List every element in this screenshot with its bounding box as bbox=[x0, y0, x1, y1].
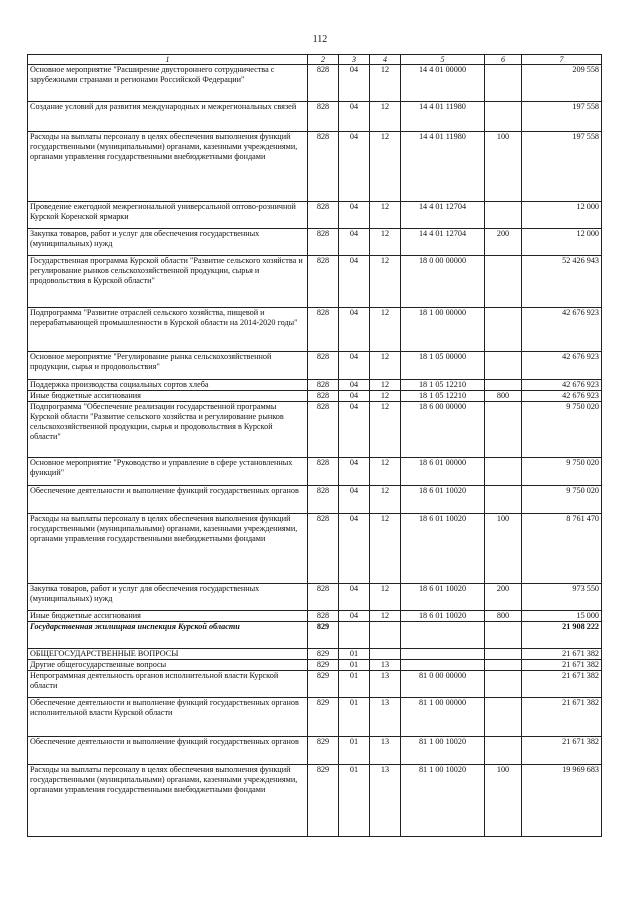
subsection-code-cell: 12 bbox=[370, 256, 401, 308]
subsection-code-cell: 12 bbox=[370, 514, 401, 584]
target-article-cell: 18 6 01 10020 bbox=[401, 611, 485, 622]
section-code-cell: 01 bbox=[339, 698, 370, 737]
amount-cell: 19 969 683 bbox=[522, 765, 602, 837]
section-code-cell: 04 bbox=[339, 380, 370, 391]
subsection-code-cell bbox=[370, 649, 401, 660]
expense-type-cell bbox=[485, 202, 522, 229]
row-name-cell: ОБЩЕГОСУДАРСТВЕННЫЕ ВОПРОСЫ bbox=[28, 649, 308, 660]
target-article-cell bbox=[401, 649, 485, 660]
row-name-cell: Государственная программа Курской области "Развитие сельского хозяйства и регулирование рынков сельскохозяйственной продукции, сырья и продовольствия в Курской области" bbox=[28, 256, 308, 308]
chapter-code-cell: 829 bbox=[308, 765, 339, 837]
row-name-cell: Закупка товаров, работ и услуг для обеспечения государственных (муниципальных) нужд bbox=[28, 584, 308, 611]
amount-cell: 9 750 020 bbox=[522, 458, 602, 486]
chapter-code-cell: 829 bbox=[308, 660, 339, 671]
table-row bbox=[28, 402, 602, 458]
table-header-row bbox=[28, 55, 602, 65]
row-name-cell: Подпрограмма "Развитие отраслей сельского хозяйства, пищевой и перерабатывающей промышленности в Курской области на 2014-2020 годы" bbox=[28, 308, 308, 352]
header-cell: 1 bbox=[28, 55, 308, 65]
amount-cell: 42 676 923 bbox=[522, 380, 602, 391]
section-code-cell: 04 bbox=[339, 458, 370, 486]
section-code-cell: 04 bbox=[339, 611, 370, 622]
expense-type-cell bbox=[485, 65, 522, 102]
amount-cell: 9 750 020 bbox=[522, 402, 602, 458]
amount-cell: 973 550 bbox=[522, 584, 602, 611]
amount-cell: 15 000 bbox=[522, 611, 602, 622]
expense-type-cell bbox=[485, 380, 522, 391]
target-article-cell: 14 4 01 12704 bbox=[401, 202, 485, 229]
row-name-cell: Непрограммная деятельность органов исполнительной власти Курской области bbox=[28, 671, 308, 698]
table-row bbox=[28, 380, 602, 391]
amount-cell: 42 676 923 bbox=[522, 352, 602, 380]
section-code-cell: 04 bbox=[339, 308, 370, 352]
section-code-cell bbox=[339, 622, 370, 649]
row-name-cell: Проведение ежегодной межрегиональной универсальной оптово-розничной Курской Коренской ярмарки bbox=[28, 202, 308, 229]
row-name-cell: Подпрограмма "Обеспечение реализации государственной программы Курской области "Развитие сельского хозяйства и регулирование рынков сельскохозяйственной продукции, сырья и продовольствия в Курской области" bbox=[28, 402, 308, 458]
chapter-code-cell: 829 bbox=[308, 698, 339, 737]
row-name-cell: Основное мероприятие "Руководство и управление в сфере установленных функций" bbox=[28, 458, 308, 486]
section-code-cell: 04 bbox=[339, 229, 370, 256]
subsection-code-cell: 12 bbox=[370, 352, 401, 380]
target-article-cell: 81 1 00 10020 bbox=[401, 737, 485, 765]
chapter-code-cell: 829 bbox=[308, 649, 339, 660]
subsection-code-cell: 12 bbox=[370, 391, 401, 402]
table-row bbox=[28, 660, 602, 671]
subsection-code-cell: 12 bbox=[370, 229, 401, 256]
subsection-code-cell: 12 bbox=[370, 308, 401, 352]
section-code-cell: 04 bbox=[339, 391, 370, 402]
target-article-cell: 18 1 05 12210 bbox=[401, 380, 485, 391]
header-cell: 3 bbox=[339, 55, 370, 65]
table-row bbox=[28, 584, 602, 611]
amount-cell: 52 426 943 bbox=[522, 256, 602, 308]
chapter-code-cell: 828 bbox=[308, 458, 339, 486]
header-cell: 6 bbox=[485, 55, 522, 65]
row-name-cell: Закупка товаров, работ и услуг для обеспечения государственных (муниципальных) нужд bbox=[28, 229, 308, 256]
row-name-cell: Создание условий для развития международных и межрегиональных связей bbox=[28, 102, 308, 132]
subsection-code-cell: 12 bbox=[370, 611, 401, 622]
target-article-cell: 81 0 00 00000 bbox=[401, 671, 485, 698]
subsection-code-cell: 12 bbox=[370, 65, 401, 102]
section-code-cell: 04 bbox=[339, 486, 370, 514]
header-cell: 4 bbox=[370, 55, 401, 65]
expense-type-cell bbox=[485, 352, 522, 380]
chapter-code-cell: 828 bbox=[308, 132, 339, 202]
table-row bbox=[28, 458, 602, 486]
amount-cell: 197 558 bbox=[522, 102, 602, 132]
expense-type-cell bbox=[485, 486, 522, 514]
amount-cell: 21 908 222 bbox=[522, 622, 602, 649]
chapter-code-cell: 829 bbox=[308, 671, 339, 698]
table-row bbox=[28, 765, 602, 837]
target-article-cell: 18 6 00 00000 bbox=[401, 402, 485, 458]
table-row bbox=[28, 308, 602, 352]
table-row bbox=[28, 352, 602, 380]
row-name-cell: Иные бюджетные ассигнования bbox=[28, 391, 308, 402]
section-code-cell: 01 bbox=[339, 765, 370, 837]
chapter-code-cell: 828 bbox=[308, 308, 339, 352]
expense-type-cell: 800 bbox=[485, 391, 522, 402]
chapter-code-cell: 828 bbox=[308, 584, 339, 611]
target-article-cell: 81 1 00 00000 bbox=[401, 698, 485, 737]
row-name-cell: Обеспечение деятельности и выполнение функций государственных органов bbox=[28, 737, 308, 765]
row-name-cell: Другие общегосударственные вопросы bbox=[28, 660, 308, 671]
table-row bbox=[28, 698, 602, 737]
section-code-cell: 01 bbox=[339, 649, 370, 660]
chapter-code-cell: 828 bbox=[308, 102, 339, 132]
row-name-cell: Обеспечение деятельности и выполнение функций государственных органов исполнительной власти Курской области bbox=[28, 698, 308, 737]
chapter-code-cell: 828 bbox=[308, 229, 339, 256]
table-row bbox=[28, 102, 602, 132]
row-name-cell: Расходы на выплаты персоналу в целях обеспечения выполнения функций государственными (муниципальными) органами, казенными учреждениями, органами управления государственными внебюджетными фондами bbox=[28, 514, 308, 584]
expense-type-cell bbox=[485, 622, 522, 649]
expense-type-cell bbox=[485, 671, 522, 698]
amount-cell: 21 671 382 bbox=[522, 649, 602, 660]
subsection-code-cell: 12 bbox=[370, 402, 401, 458]
section-code-cell: 04 bbox=[339, 402, 370, 458]
amount-cell: 12 000 bbox=[522, 229, 602, 256]
section-code-cell: 04 bbox=[339, 256, 370, 308]
target-article-cell: 14 4 01 11980 bbox=[401, 132, 485, 202]
expense-type-cell: 200 bbox=[485, 229, 522, 256]
amount-cell: 8 761 470 bbox=[522, 514, 602, 584]
target-article-cell: 18 1 05 12210 bbox=[401, 391, 485, 402]
page-number: 112 bbox=[312, 34, 328, 45]
table-row bbox=[28, 202, 602, 229]
table-row bbox=[28, 256, 602, 308]
expense-type-cell bbox=[485, 649, 522, 660]
row-name-cell: Иные бюджетные ассигнования bbox=[28, 611, 308, 622]
expense-type-cell: 100 bbox=[485, 765, 522, 837]
expense-type-cell bbox=[485, 737, 522, 765]
amount-cell: 21 671 382 bbox=[522, 660, 602, 671]
chapter-code-cell: 828 bbox=[308, 611, 339, 622]
subsection-code-cell: 12 bbox=[370, 202, 401, 229]
expense-type-cell: 800 bbox=[485, 611, 522, 622]
row-name-cell: Государственная жилищная инспекция Курской области bbox=[28, 622, 308, 649]
target-article-cell: 14 4 01 12704 bbox=[401, 229, 485, 256]
header-cell: 7 bbox=[522, 55, 602, 65]
expense-type-cell: 100 bbox=[485, 514, 522, 584]
expense-type-cell bbox=[485, 308, 522, 352]
chapter-code-cell: 828 bbox=[308, 486, 339, 514]
subsection-code-cell: 12 bbox=[370, 132, 401, 202]
subsection-code-cell: 12 bbox=[370, 458, 401, 486]
subsection-code-cell: 12 bbox=[370, 380, 401, 391]
subsection-code-cell: 13 bbox=[370, 660, 401, 671]
target-article-cell: 18 6 01 10020 bbox=[401, 514, 485, 584]
table-row bbox=[28, 671, 602, 698]
header-cell: 5 bbox=[401, 55, 485, 65]
target-article-cell: 18 6 01 00000 bbox=[401, 458, 485, 486]
subsection-code-cell: 13 bbox=[370, 671, 401, 698]
amount-cell: 21 671 382 bbox=[522, 698, 602, 737]
amount-cell: 21 671 382 bbox=[522, 671, 602, 698]
expense-type-cell bbox=[485, 402, 522, 458]
subsection-code-cell: 13 bbox=[370, 765, 401, 837]
subsection-code-cell bbox=[370, 622, 401, 649]
chapter-code-cell: 828 bbox=[308, 380, 339, 391]
expense-type-cell: 100 bbox=[485, 132, 522, 202]
amount-cell: 9 750 020 bbox=[522, 486, 602, 514]
table-row bbox=[28, 622, 602, 649]
amount-cell: 42 676 923 bbox=[522, 391, 602, 402]
expense-type-cell bbox=[485, 102, 522, 132]
table-row bbox=[28, 391, 602, 402]
section-code-cell: 04 bbox=[339, 352, 370, 380]
chapter-code-cell: 828 bbox=[308, 402, 339, 458]
chapter-code-cell: 828 bbox=[308, 65, 339, 102]
row-name-cell: Расходы на выплаты персоналу в целях обеспечения выполнения функций государственными (муниципальными) органами, казенными учреждениями, органами управления государственными внебюджетными фондами bbox=[28, 765, 308, 837]
target-article-cell: 18 1 00 00000 bbox=[401, 308, 485, 352]
target-article-cell: 18 1 05 00000 bbox=[401, 352, 485, 380]
section-code-cell: 01 bbox=[339, 737, 370, 765]
section-code-cell: 04 bbox=[339, 514, 370, 584]
target-article-cell: 14 4 01 11980 bbox=[401, 102, 485, 132]
table-row bbox=[28, 486, 602, 514]
expense-type-cell bbox=[485, 458, 522, 486]
amount-cell: 42 676 923 bbox=[522, 308, 602, 352]
target-article-cell bbox=[401, 622, 485, 649]
table-row bbox=[28, 737, 602, 765]
target-article-cell: 81 1 00 10020 bbox=[401, 765, 485, 837]
subsection-code-cell: 12 bbox=[370, 584, 401, 611]
section-code-cell: 04 bbox=[339, 102, 370, 132]
expense-type-cell bbox=[485, 256, 522, 308]
subsection-code-cell: 13 bbox=[370, 698, 401, 737]
budget-table bbox=[27, 54, 602, 837]
header-cell: 2 bbox=[308, 55, 339, 65]
chapter-code-cell: 828 bbox=[308, 352, 339, 380]
table-row bbox=[28, 132, 602, 202]
chapter-code-cell: 828 bbox=[308, 514, 339, 584]
amount-cell: 12 000 bbox=[522, 202, 602, 229]
section-code-cell: 04 bbox=[339, 202, 370, 229]
target-article-cell: 18 6 01 10020 bbox=[401, 486, 485, 514]
amount-cell: 21 671 382 bbox=[522, 737, 602, 765]
subsection-code-cell: 13 bbox=[370, 737, 401, 765]
table-row bbox=[28, 611, 602, 622]
row-name-cell: Основное мероприятие "Расширение двустороннего сотрудничества с зарубежными странами и регионами Российской Федерации" bbox=[28, 65, 308, 102]
chapter-code-cell: 829 bbox=[308, 622, 339, 649]
row-name-cell: Расходы на выплаты персоналу в целях обеспечения выполнения функций государственными (муниципальными) органами, казенными учреждениями, органами управления государственными внебюджетными фондами bbox=[28, 132, 308, 202]
table-row bbox=[28, 65, 602, 102]
section-code-cell: 01 bbox=[339, 671, 370, 698]
table-row bbox=[28, 514, 602, 584]
section-code-cell: 04 bbox=[339, 65, 370, 102]
section-code-cell: 04 bbox=[339, 584, 370, 611]
section-code-cell: 04 bbox=[339, 132, 370, 202]
expense-type-cell bbox=[485, 660, 522, 671]
expense-type-cell bbox=[485, 698, 522, 737]
amount-cell: 209 558 bbox=[522, 65, 602, 102]
table-row bbox=[28, 229, 602, 256]
chapter-code-cell: 828 bbox=[308, 202, 339, 229]
chapter-code-cell: 828 bbox=[308, 391, 339, 402]
row-name-cell: Поддержка производства социальных сортов хлеба bbox=[28, 380, 308, 391]
section-code-cell: 01 bbox=[339, 660, 370, 671]
subsection-code-cell: 12 bbox=[370, 486, 401, 514]
row-name-cell: Основное мероприятие "Регулирование рынка сельскохозяйственной продукции, сырья и продовольствия" bbox=[28, 352, 308, 380]
target-article-cell: 14 4 01 00000 bbox=[401, 65, 485, 102]
row-name-cell: Обеспечение деятельности и выполнение функций государственных органов bbox=[28, 486, 308, 514]
target-article-cell: 18 6 01 10020 bbox=[401, 584, 485, 611]
target-article-cell: 18 0 00 00000 bbox=[401, 256, 485, 308]
amount-cell: 197 558 bbox=[522, 132, 602, 202]
target-article-cell bbox=[401, 660, 485, 671]
subsection-code-cell: 12 bbox=[370, 102, 401, 132]
table-row bbox=[28, 649, 602, 660]
expense-type-cell: 200 bbox=[485, 584, 522, 611]
chapter-code-cell: 828 bbox=[308, 256, 339, 308]
chapter-code-cell: 829 bbox=[308, 737, 339, 765]
